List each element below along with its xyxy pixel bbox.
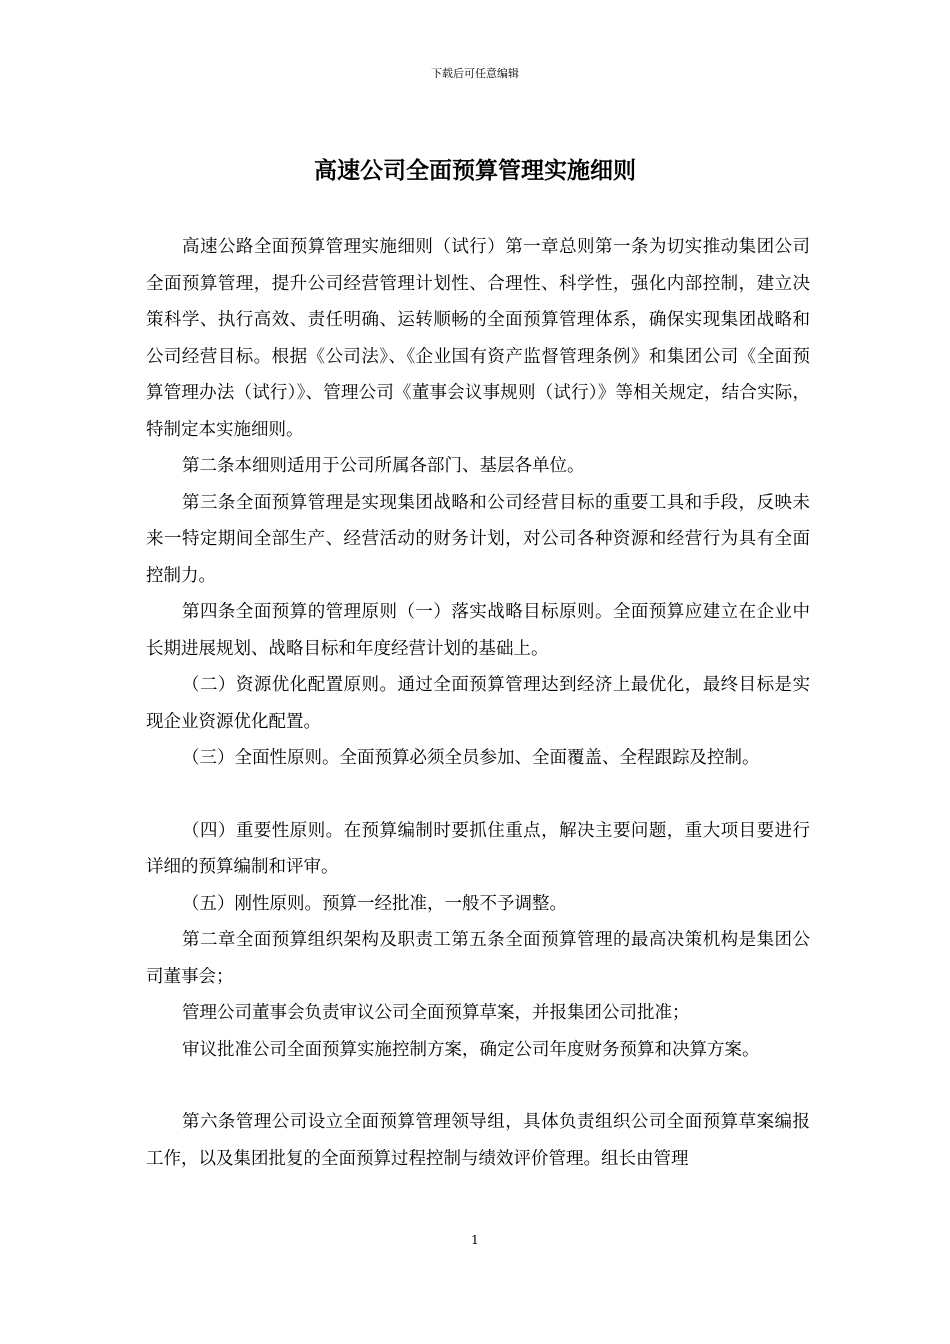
paragraph-principle-3: （三）全面性原则。全面预算必须全员参加、全面覆盖、全程跟踪及控制。 xyxy=(182,748,760,768)
paragraph-board-review: 管理公司董事会负责审议公司全面预算草案，并报集团公司批准； xyxy=(182,1003,690,1023)
document-title: 高速公司全面预算管理实施细则 xyxy=(314,157,636,184)
paragraph-principle-5: （五）刚性原则。预算一经批准，一般不予调整。 xyxy=(182,893,567,914)
paragraph-article-2: 第二条本细则适用于公司所属各部门、基层各单位。 xyxy=(182,456,585,476)
paragraph-general-provisions: 高速公路全面预算管理实施细则（试行）第一章总则第一条为切实推动集团公司全面预算管理，提升公司经营管理计划性、合理性、科学性，强化内部控制，建立决策科学、执行高效、责任明确、运转顺畅的全面预算管理体系，确保实现集团战略和公司经营目标。根据《公司法》、《企业国有资产监督管理条例》和集团公司《全面预算管理办法（试行）》、管理公司《董事会议事规则（试行）》等相关规定，结合实际，特制定本实施细则。 xyxy=(146,237,810,440)
paragraph-article-4: 第四条全面预算的管理原则（一）落实战略目标原则。全面预算应建立在企业中长期进展规划、战略目标和年度经营计划的基础上。 xyxy=(146,602,810,659)
header-note: 下载后可任意编辑 xyxy=(431,67,519,80)
document-body xyxy=(146,229,810,1177)
paragraph-principle-4: （四）重要性原则。在预算编制时要抓住重点，解决主要问题，重大项目要进行详细的预算编制和评审。 xyxy=(146,820,810,877)
paragraph-article-6: 第六条管理公司设立全面预算管理领导组，具体负责组织公司全面预算草案编报工作，以及集团批复的全面预算过程控制与绩效评价管理。组长由管理 xyxy=(146,1112,810,1169)
paragraph-chapter-2-article-5: 第二章全面预算组织架构及职责工第五条全面预算管理的最高决策机构是集团公司董事会； xyxy=(146,930,810,987)
paragraph-principle-2: （二）资源优化配置原则。通过全面预算管理达到经济上最优化，最终目标是实现企业资源优化配置。 xyxy=(146,675,810,732)
paragraph-article-3: 第三条全面预算管理是实现集团战略和公司经营目标的重要工具和手段，反映未来一特定期间全部生产、经营活动的财务计划，对公司各种资源和经营行为具有全面控制力。 xyxy=(146,492,810,586)
paragraph-board-approval: 审议批准公司全面预算实施控制方案，确定公司年度财务预算和决算方案。 xyxy=(182,1039,760,1060)
page-number: 1 xyxy=(471,1233,479,1247)
